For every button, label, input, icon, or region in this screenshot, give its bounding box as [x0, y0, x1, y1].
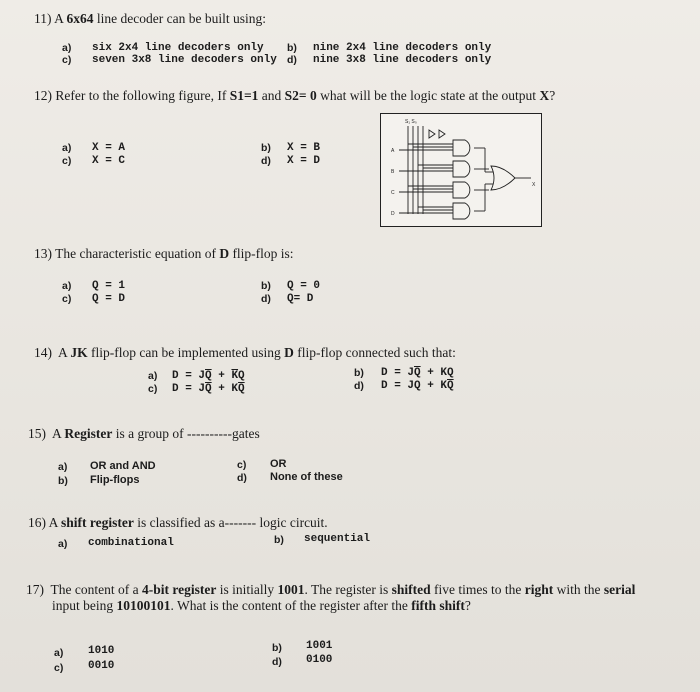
- question-text: and: [258, 88, 285, 103]
- input-label-b: B: [391, 169, 395, 175]
- question-text: A: [52, 426, 65, 441]
- option-b[interactable]: nine 2x4 line decoders only: [313, 42, 492, 54]
- eq-part: + KQ: [420, 367, 454, 379]
- question-bold: S1=1: [229, 88, 259, 103]
- input-label-a: A: [391, 148, 395, 154]
- eq-part: D = JQ + K: [381, 380, 448, 392]
- question-bold: JK: [70, 345, 88, 360]
- question-text: The content of a: [50, 582, 142, 597]
- question-text: ?: [464, 598, 471, 613]
- question-14: [34, 344, 456, 361]
- option-label-a: a): [148, 370, 158, 382]
- option-label-c: c): [62, 293, 72, 305]
- question-text: line decoder can be built using:: [93, 11, 266, 26]
- question-bold: 1001: [277, 582, 305, 597]
- option-a[interactable]: 1010: [88, 645, 115, 657]
- option-label-c: c): [62, 155, 72, 167]
- question-16: [28, 514, 328, 531]
- question-text: flip-flop can be implemented using: [87, 345, 285, 360]
- question-bold: serial: [603, 582, 636, 597]
- question-text: A: [54, 11, 67, 26]
- question-text: flip-flop is:: [229, 246, 294, 261]
- option-a[interactable]: X = A: [92, 142, 126, 154]
- question-13: [34, 245, 294, 262]
- question-bold: 10100101: [116, 598, 171, 613]
- option-label-c: c): [54, 662, 64, 674]
- question-bold: D: [219, 246, 230, 261]
- question-bold: shifted: [391, 582, 431, 597]
- question-number: 16): [28, 515, 46, 530]
- option-label-d: d): [272, 656, 282, 668]
- option-label-b: b): [287, 42, 297, 54]
- option-a[interactable]: six 2x4 line decoders only: [92, 42, 264, 54]
- option-label-b: b): [58, 475, 68, 487]
- question-number: 14): [34, 345, 52, 360]
- eq-part: D = J: [172, 383, 206, 395]
- question-bold: Register: [64, 426, 113, 441]
- option-b[interactable]: 1001: [306, 640, 333, 652]
- option-label-a: a): [62, 42, 72, 54]
- option-label-d: d): [287, 54, 297, 66]
- option-label-a: a): [62, 280, 72, 292]
- eq-part: $\overline{K}$: [231, 370, 239, 382]
- option-c[interactable]: OR: [270, 458, 287, 470]
- option-c[interactable]: Q = D: [92, 293, 126, 305]
- question-bold: X: [539, 88, 550, 103]
- option-d[interactable]: Q= D: [287, 293, 314, 305]
- option-a[interactable]: OR and AND: [90, 460, 156, 472]
- mux-circuit-diagram: [381, 114, 541, 226]
- mux-figure: [380, 113, 542, 227]
- eq-part: D = J: [172, 370, 206, 382]
- option-label-b: b): [261, 280, 271, 292]
- option-c[interactable]: seven 3x8 line decoders only: [92, 54, 277, 66]
- question-bold: 4-bit register: [141, 582, 217, 597]
- eq-part: $\overline{Q}$: [238, 383, 245, 395]
- option-label-d: d): [261, 155, 271, 167]
- question-text: is a group of ----------gates: [112, 426, 260, 441]
- option-a[interactable]: Q = 1: [92, 280, 126, 292]
- option-b[interactable]: Flip-flops: [90, 474, 140, 486]
- question-bold: S2= 0: [284, 88, 317, 103]
- option-d[interactable]: X = D: [287, 155, 321, 167]
- eq-part: $\overline{Q}$: [205, 383, 212, 395]
- output-label-x: X: [532, 182, 536, 188]
- option-label-a: a): [58, 538, 68, 550]
- option-d[interactable]: nine 3x8 line decoders only: [313, 54, 492, 66]
- question-number: 13): [34, 246, 52, 261]
- question-text: The characteristic equation of: [55, 246, 220, 261]
- question-11: [34, 10, 266, 27]
- option-d[interactable]: [381, 379, 454, 393]
- question-17-line-2: [52, 597, 471, 614]
- option-label-c: c): [148, 383, 158, 395]
- option-label-b: b): [354, 367, 364, 379]
- eq-part: Q: [238, 370, 245, 382]
- question-text: input being: [52, 598, 117, 613]
- question-text: is classified as a------- logic circuit.: [133, 515, 328, 530]
- question-number: 11): [34, 11, 52, 26]
- question-text: with the: [553, 582, 604, 597]
- question-text: A: [48, 515, 62, 530]
- option-b[interactable]: sequential: [304, 533, 371, 545]
- input-label-d: D: [391, 211, 395, 217]
- option-label-b: b): [261, 142, 271, 154]
- question-15: [28, 425, 260, 442]
- option-label-a: a): [54, 647, 64, 659]
- question-number: 15): [28, 426, 46, 441]
- question-text: A: [58, 345, 71, 360]
- option-label-a: a): [58, 461, 68, 473]
- option-d[interactable]: None of these: [270, 471, 343, 483]
- option-label-c: c): [237, 459, 247, 471]
- option-b[interactable]: X = B: [287, 142, 321, 154]
- question-text: ?: [549, 88, 556, 103]
- option-label-c: c): [62, 54, 72, 66]
- input-label-c: C: [391, 190, 395, 196]
- option-c[interactable]: [172, 382, 245, 396]
- question-12: [34, 87, 555, 104]
- option-c[interactable]: 0010: [88, 660, 115, 672]
- question-bold: right: [524, 582, 554, 597]
- question-bold: 6x64: [66, 11, 94, 26]
- question-text: what will be the logic state at the output: [316, 88, 540, 103]
- option-label-d: d): [354, 380, 364, 392]
- question-text: five times to the: [430, 582, 525, 597]
- question-text: is initially: [216, 582, 278, 597]
- option-label-a: a): [62, 142, 72, 154]
- option-c[interactable]: X = C: [92, 155, 126, 167]
- option-a[interactable]: combinational: [88, 537, 174, 549]
- option-label-d: d): [237, 472, 247, 484]
- option-b[interactable]: [381, 366, 454, 380]
- question-text: . The register is: [304, 582, 392, 597]
- eq-part: +: [211, 370, 232, 382]
- question-bold: fifth shift: [411, 598, 465, 613]
- question-number: 17): [26, 582, 44, 597]
- question-bold: D: [284, 345, 294, 360]
- option-label-b: b): [272, 642, 282, 654]
- option-label-d: d): [261, 293, 271, 305]
- select-labels: S₁ S₀: [405, 119, 417, 125]
- eq-part: $\overline{Q}$: [447, 380, 454, 392]
- eq-part: $\overline{Q}$: [414, 367, 421, 379]
- option-d[interactable]: 0100: [306, 654, 333, 666]
- option-b[interactable]: Q = 0: [287, 280, 321, 292]
- question-bold: shift register: [61, 515, 134, 530]
- eq-part: + K: [211, 383, 239, 395]
- option-a[interactable]: [172, 369, 245, 383]
- question-text: Refer to the following figure, If: [55, 88, 230, 103]
- question-text: flip-flop connected such that:: [293, 345, 456, 360]
- option-label-b: b): [274, 534, 284, 546]
- question-number: 12): [34, 88, 52, 103]
- question-17: [26, 581, 635, 598]
- question-text: . What is the content of the register after the: [170, 598, 412, 613]
- eq-part: $\overline{Q}$: [205, 370, 212, 382]
- eq-part: D = J: [381, 367, 415, 379]
